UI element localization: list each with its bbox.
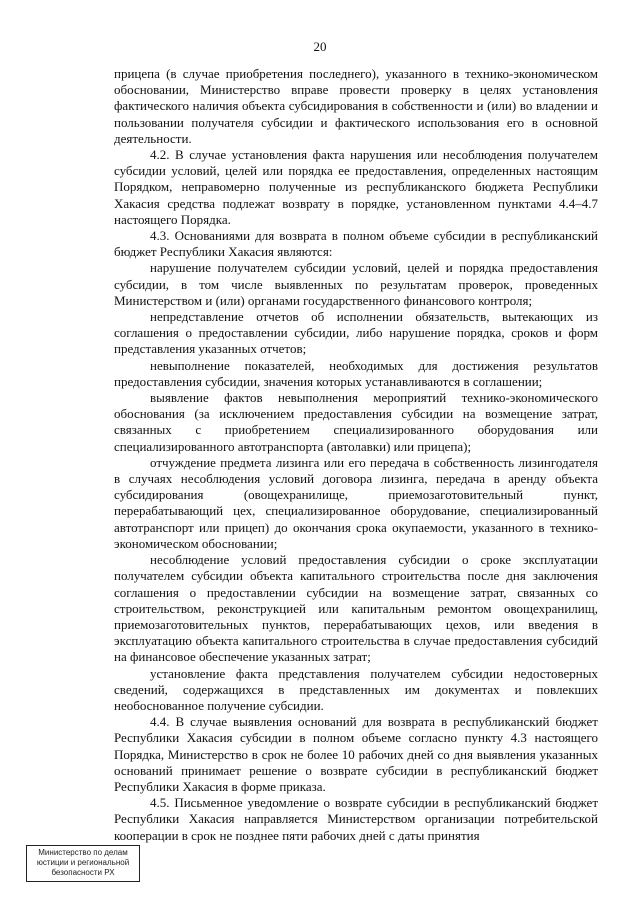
list-item-operation-term: несоблюдение условий предоставления субсидии о сроке эксплуатации получателем субсидии объекта капитального строительства после дня заключения соглашения о предоставлении субсидии на возмещение затрат, связанных со строительством, реконструкцией или капитальным ремонтом овощехранилищ, приемозаготовительных пунктов, перерабатывающих цехов, или введения в эксплуатацию объекта капитального строительства в случае предоставления субсидий на финансовое обеспечение указанных затрат;	[114, 552, 598, 665]
page-number: 20	[313, 39, 327, 54]
list-item-leasing: отчуждение предмета лизинга или его передача в собственность лизингодателя в случаях несоблюдения условий договора лизинга, передача в аренду объекта субсидирования (овощехранилище, приемозаготовительный пункт, перерабатывающий цех, специализированное оборудование, специализированный автотранспорт или прицеп) до окончания срока окупаемости, указанного в технико-экономическом обосновании;	[114, 454, 598, 551]
list-item-indicators: невыполнение показателей, необходимых для достижения результатов предоставления субсидии, значения которых устанавливаются в соглашении;	[114, 357, 598, 389]
stamp-line: Министерство по делам	[38, 848, 128, 857]
stamp-line: юстиции и региональной	[36, 858, 130, 867]
list-item-false-info: установление факта представления получателем субсидии недостоверных сведений, содержащихся в представленных им документах и повлекших необоснованное получение субсидии.	[114, 665, 598, 713]
paragraph-4-4: 4.4. В случае выявления оснований для возврата в республиканский бюджет Республики Хакасия субсидии в полном объеме согласно пункту 4.3 настоящего Порядка, Министерство в срок не более 10 рабочих дней со дня выявления указанных оснований принимает решение о возврате субсидии в республиканский бюджет Республики Хакасия в форме приказа.	[114, 714, 598, 794]
paragraph-continuation: прицепа (в случае приобретения последнего), указанного в технико-экономическом обосновании, Министерство вправе провести проверку в целях установления фактического наличия объекта субсидирования в собственности и (или) во владении и пользовании получателя субсидии и фактического использования его в основной деятельности.	[114, 66, 598, 146]
document-body	[114, 66, 598, 844]
paragraph-4-5: 4.5. Письменное уведомление о возврате субсидии в республиканский бюджет Республики Хакасия направляется Министерством организации потребительской кооперации в срок не позднее пяти рабочих дней с даты принятия	[114, 795, 598, 843]
list-item-feasibility: выявление фактов невыполнения мероприятий технико-экономического обоснования (за исключением предоставления субсидии на возмещение затрат, связанных с приобретением специализированного оборудования или специализированного автотранспорта (автолавки) или прицепа);	[114, 390, 598, 454]
list-item-violation: нарушение получателем субсидии условий, целей и порядка предоставления субсидии, в том числе выявленных по результатам проверок, проведенных Министерством и (или) органами государственного финансового контроля;	[114, 260, 598, 308]
list-item-no-reports: непредставление отчетов об исполнении обязательств, вытекающих из соглашения о предоставлении субсидии, либо нарушение порядка, сроков и форм представления указанных отчетов;	[114, 309, 598, 357]
stamp-line: безопасности РХ	[51, 868, 115, 877]
paragraph-4-3: 4.3. Основаниями для возврата в полном объеме субсидии в республиканский бюджет Республики Хакасия являются:	[114, 228, 598, 260]
paragraph-4-2: 4.2. В случае установления факта нарушения или несоблюдения получателем субсидии условий, целей или порядка ее предоставления, определенных настоящим Порядком, неправомерно полученные из республиканского бюджета Республики Хакасия средства подлежат возврату в порядке, установленном пунктами 4.4–4.7 настоящего Порядка.	[114, 147, 598, 227]
registration-stamp	[26, 845, 140, 882]
